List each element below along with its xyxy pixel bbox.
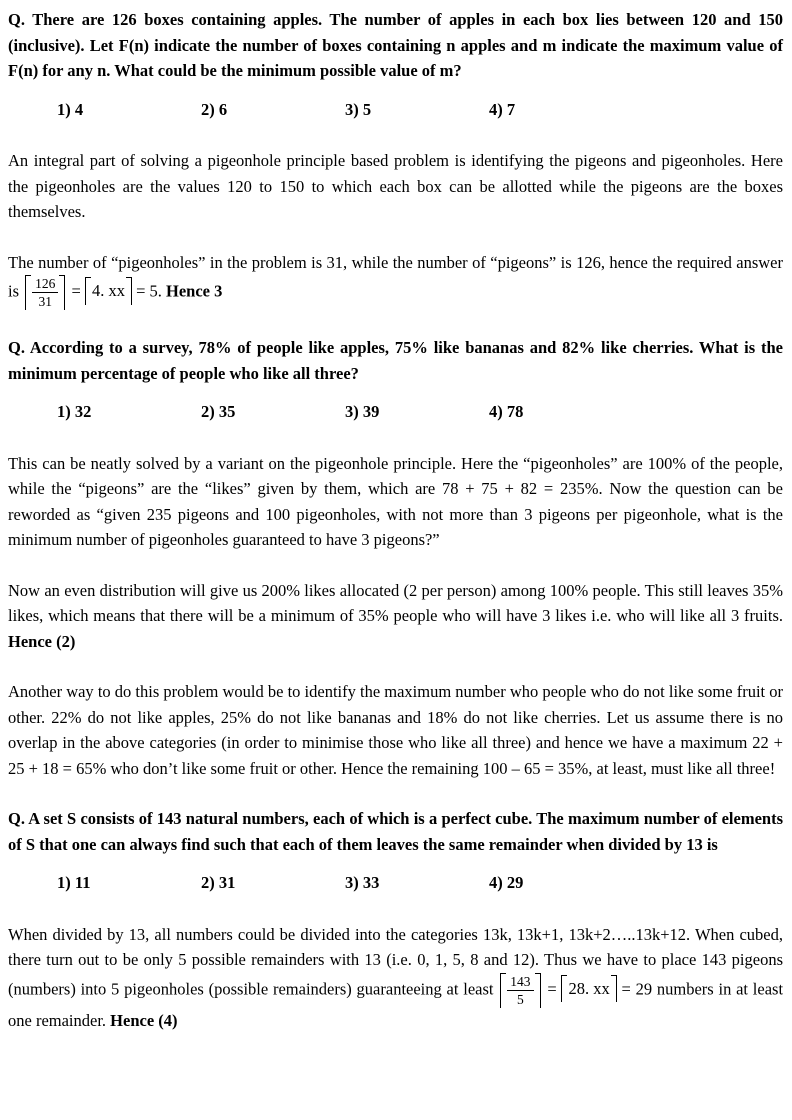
question-2 [8,335,783,386]
question-3 [8,806,783,857]
option-3-2: 2) 31 [201,873,236,892]
ceiling-inline-value: 28. xx [561,975,616,1003]
option-3-1: 1) 11 [57,873,91,892]
option-2-3: 3) 39 [345,402,380,421]
fraction-numerator: 143 [507,974,533,991]
ceiling-inline-value: 4. xx [85,277,132,305]
answer-hence-1: Hence 3 [166,281,223,301]
document-page [8,7,783,1033]
option-1-1: 1) 4 [57,99,84,119]
equals-result: = 29 numbers in at least one remainder. [8,978,784,1030]
fraction-denominator: 31 [38,294,53,309]
equals-sign: = [547,978,557,998]
solution-1-para-2 [8,250,783,311]
fraction [507,974,533,1007]
solution-1b-text: The number of “pigeonholes” in the problem is 31, while the number of “pigeons” is 126, hence the required answer is [8,252,783,301]
answer-hence-3: Hence (4) [110,1010,178,1030]
question-1-text: Q. There are 126 boxes containing apples. The number of apples in each box lies between 120 and 150 (inclusive). Let F(n) indicate the number of boxes containing n apples and m indicate the maximum value of F(n) for any n. What could be the minimum possible value of m? [8,10,783,80]
answer-hence-2: Hence (2) [8,631,76,651]
option-2-1: 1) 32 [57,402,92,421]
ceiling-fraction-143-5 [500,973,540,1008]
solution-3-para-1 [8,922,783,1034]
solution-2-para-2 [8,578,783,655]
fraction-denominator: 5 [517,991,524,1007]
equals-sign: = [71,281,81,301]
options-row-2 [8,399,783,425]
option-3-4: 4) 29 [489,873,524,892]
options-row-1 [8,97,783,123]
option-3-3: 3) 33 [345,873,380,892]
option-1-2: 2) 6 [201,99,228,119]
fraction-numerator: 126 [32,276,58,293]
option-1-3: 3) 5 [345,99,372,119]
ceiling-fraction-126-31 [25,275,65,310]
question-1 [8,7,783,84]
option-2-4: 4) 78 [489,402,524,421]
solution-2-para-1: This can be neatly solved by a variant on the pigeonhole principle. Here the “pigeonholes” are 100% of the people, while the “pigeons” are the “likes” given by them, which are 78 + 75 + 82 = 235%. Now the question can be reworded as “given 235 pigeons and 100 pigeonholes, with not more than 3 pigeons per pigeonhole, what is the minimum number of pigeonholes guaranteed to have 3 pigeons?” [8,453,783,549]
question-2-text: Q. According to a survey, 78% of people like apples, 75% like bananas and 82% like cherries. What is the minimum percentage of people who like all three? [8,338,783,383]
solution-2b-text: Now an even distribution will give us 200% likes allocated (2 per person) among 100% people. This still leaves 35% likes, which means that there will be a minimum of 35% people who will have 3 likes i.e. who will like all 3 fruits. [8,580,783,625]
equals-result: = 5. [136,281,162,301]
solution-1-para-1: An integral part of solving a pigeonhole principle based problem is identifying the pigeons and pigeonholes. Here the pigeonholes are the values 120 to 150 to which each box can be allotted while the pigeons are the boxes themselves. [8,151,783,221]
fraction [32,276,58,309]
question-3-text: Q. A set S consists of 143 natural numbers, each of which is a perfect cube. The maximum number of elements of S that one can always find such that each of them leaves the same remainder when divided by 13 is [8,809,783,854]
solution-3-text: When divided by 13, all numbers could be divided into the categories 13k, 13k+1, 13k+2…..13k+12. When cubed, there turn out to be only 5 possible remainders with 13 (i.e. 0, 1, 5, 8 and 12). Thus we have to place 143 pigeons (numbers) into 5 pigeonholes (possible remainders) guaranteeing at least [8,924,783,998]
option-2-2: 2) 35 [201,402,236,421]
options-row-3 [8,870,783,896]
option-1-4: 4) 7 [489,99,516,119]
solution-2-para-3: Another way to do this problem would be to identify the maximum number who people who do not like some fruit or other. 22% do not like apples, 25% do not like bananas and 18% do not like cherries. Let us assume there is no overlap in the above categories (in order to minimise those who like all three) and hence we have a maximum 22 + 25 + 18 = 65% who don’t like some fruit or other. Hence the remaining 100 – 65 = 35%, at least, must like all three! [8,682,783,778]
